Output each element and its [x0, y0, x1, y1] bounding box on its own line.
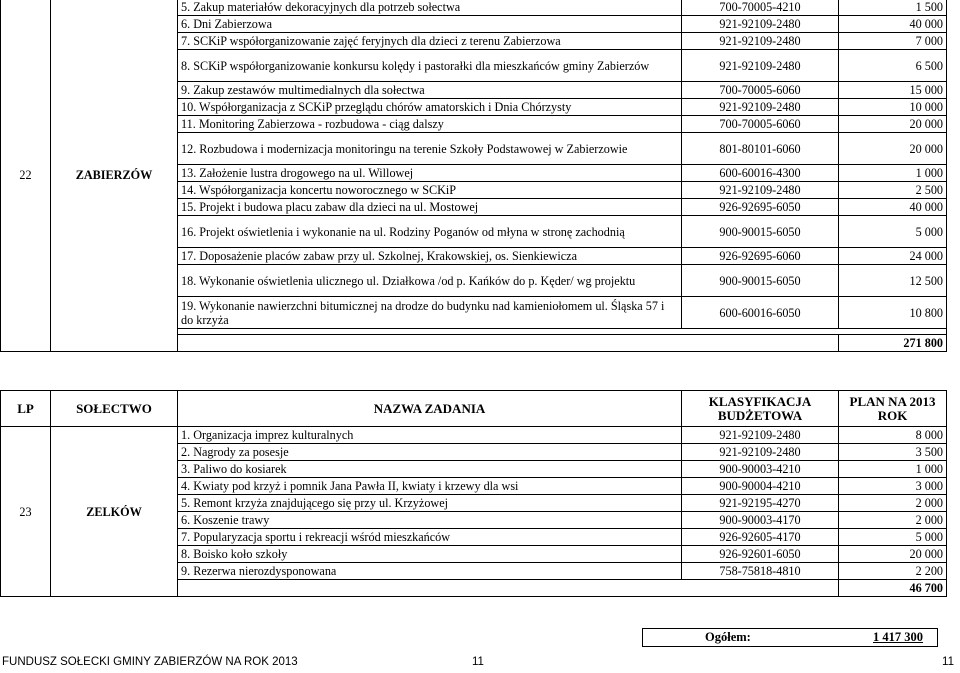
task-name-cell: 4. Kwiaty pod krzyż i pomnik Jana Pawła II, kwiaty i krzewy dla wsi: [178, 478, 682, 495]
task-name-cell: 7. Popularyzacja sportu i rekreacji wśród mieszkańców: [178, 529, 682, 546]
grand-total-label: Ogółem:: [705, 630, 751, 644]
amount-cell: 40 000: [839, 199, 947, 216]
classification-cell: 700-70005-6060: [682, 116, 839, 133]
classification-cell: 921-92109-2480: [682, 427, 839, 444]
header-solectwo: SOŁECTWO: [51, 391, 178, 427]
amount-cell: 3 500: [839, 444, 947, 461]
task-name-cell: 16. Projekt oświetlenia i wykonanie na ul. Rodziny Poganów od młyna w stronę zachodnią: [178, 216, 682, 248]
table-row: [1, 427, 947, 444]
classification-cell: 900-90015-6050: [682, 265, 839, 297]
grand-total-box: [642, 628, 938, 647]
task-name-cell: 13. Założenie lustra drogowego na ul. Willowej: [178, 165, 682, 182]
solectwo-cell: ZABIERZÓW: [51, 0, 178, 352]
total-blank-cell: [178, 335, 839, 352]
classification-cell: 921-92109-2480: [682, 50, 839, 82]
task-name-cell: 10. Współorganizacja z SCKiP przeglądu chórów amatorskich i Dnia Chórzysty: [178, 99, 682, 116]
amount-cell: 20 000: [839, 133, 947, 165]
classification-cell: 921-92109-2480: [682, 33, 839, 50]
table-row: [1, 0, 947, 16]
amount-cell: 1 000: [839, 165, 947, 182]
task-name-cell: 1. Organizacja imprez kulturalnych: [178, 427, 682, 444]
task-name-cell: 6. Koszenie trawy: [178, 512, 682, 529]
amount-cell: 2 000: [839, 512, 947, 529]
task-name-cell: 7. SCKiP współorganizowanie zajęć feryjnych dla dzieci z terenu Zabierzowa: [178, 33, 682, 50]
task-name-cell: 5. Zakup materiałów dekoracyjnych dla potrzeb sołectwa: [178, 0, 682, 16]
amount-cell: 6 500: [839, 50, 947, 82]
task-name-cell: 2. Nagrody za posesje: [178, 444, 682, 461]
amount-cell: 10 000: [839, 99, 947, 116]
total-cell: 46 700: [839, 580, 947, 597]
task-name-cell: 9. Rezerwa nierozdysponowana: [178, 563, 682, 580]
task-name-cell: 14. Współorganizacja koncertu noworocznego w SCKiP: [178, 182, 682, 199]
task-name-cell: 12. Rozbudowa i modernizacja monitoringu na terenie Szkoły Podstawowej w Zabierzowie: [178, 133, 682, 165]
classification-cell: 758-75818-4810: [682, 563, 839, 580]
amount-cell: 12 500: [839, 265, 947, 297]
classification-cell: 600-60016-4300: [682, 165, 839, 182]
classification-cell: 926-92601-6050: [682, 546, 839, 563]
header-lp: LP: [1, 391, 51, 427]
task-name-cell: 17. Doposażenie placów zabaw przy ul. Szkolnej, Krakowskiej, os. Sienkiewicza: [178, 248, 682, 265]
amount-cell: 8 000: [839, 427, 947, 444]
task-name-cell: 6. Dni Zabierzowa: [178, 16, 682, 33]
classification-cell: 926-92605-4170: [682, 529, 839, 546]
amount-cell: 7 000: [839, 33, 947, 50]
header-nazwa: NAZWA ZADANIA: [178, 391, 682, 427]
amount-cell: 40 000: [839, 16, 947, 33]
classification-cell: 900-90004-4210: [682, 478, 839, 495]
amount-cell: 2 000: [839, 495, 947, 512]
task-name-cell: 9. Zakup zestawów multimedialnych dla sołectwa: [178, 82, 682, 99]
amount-cell: 20 000: [839, 546, 947, 563]
amount-cell: 5 000: [839, 529, 947, 546]
task-name-cell: 5. Remont krzyża znajdującego się przy ul. Krzyżowej: [178, 495, 682, 512]
classification-cell: 700-70005-6060: [682, 82, 839, 99]
amount-cell: 1 000: [839, 461, 947, 478]
classification-cell: 921-92109-2480: [682, 444, 839, 461]
task-name-cell: 3. Paliwo do kosiarek: [178, 461, 682, 478]
classification-cell: 926-92695-6060: [682, 248, 839, 265]
amount-cell: 24 000: [839, 248, 947, 265]
amount-cell: 20 000: [839, 116, 947, 133]
task-name-cell: 15. Projekt i budowa placu zabaw dla dzieci na ul. Mostowej: [178, 199, 682, 216]
classification-cell: 900-90015-6050: [682, 216, 839, 248]
grand-total-value: 1 417 300: [873, 630, 923, 644]
zelkow-table: [0, 390, 947, 597]
amount-cell: 10 800: [839, 297, 947, 329]
amount-cell: 2 200: [839, 563, 947, 580]
task-name-cell: 8. Boisko koło szkoły: [178, 546, 682, 563]
classification-cell: 900-90003-4170: [682, 512, 839, 529]
classification-cell: 700-70005-4210: [682, 0, 839, 16]
task-name-cell: 11. Monitoring Zabierzowa - rozbudowa - ciąg dalszy: [178, 116, 682, 133]
lp-cell: 22: [1, 0, 51, 352]
task-name-cell: 18. Wykonanie oświetlenia ulicznego ul. Działkowa /od p. Kańków do p. Kęder/ wg projektu: [178, 265, 682, 297]
amount-cell: 15 000: [839, 82, 947, 99]
total-blank-cell: [178, 580, 839, 597]
amount-cell: 1 500: [839, 0, 947, 16]
classification-cell: 921-92195-4270: [682, 495, 839, 512]
total-cell: 271 800: [839, 335, 947, 352]
table-header-row: [1, 391, 947, 427]
task-name-cell: 8. SCKiP współorganizowanie konkursu kolędy i pastorałki dla mieszkańców gminy Zabierzów: [178, 50, 682, 82]
header-plan: PLAN NA 2013 ROK: [839, 391, 947, 427]
task-name-cell: 19. Wykonanie nawierzchni bitumicznej na drodze do budynku nad kamieniołomem ul. Śląska 57 i do krzyża: [178, 297, 682, 329]
classification-cell: 900-90003-4210: [682, 461, 839, 478]
amount-cell: 2 500: [839, 182, 947, 199]
footer-title: FUNDUSZ SOŁECKI GMINY ZABIERZÓW NA ROK 2013: [2, 656, 298, 668]
solectwo-cell: ZELKÓW: [51, 427, 178, 597]
classification-cell: 921-92109-2480: [682, 182, 839, 199]
classification-cell: 926-92695-6050: [682, 199, 839, 216]
classification-cell: 600-60016-6050: [682, 297, 839, 329]
page-number-right: 11: [942, 656, 954, 668]
lp-cell: 23: [1, 427, 51, 597]
classification-cell: 801-80101-6060: [682, 133, 839, 165]
header-klasyfikacja: KLASYFIKACJA BUDŻETOWA: [682, 391, 839, 427]
page-number-center: 11: [472, 656, 484, 668]
amount-cell: 5 000: [839, 216, 947, 248]
classification-cell: 921-92109-2480: [682, 16, 839, 33]
amount-cell: 3 000: [839, 478, 947, 495]
classification-cell: 921-92109-2480: [682, 99, 839, 116]
